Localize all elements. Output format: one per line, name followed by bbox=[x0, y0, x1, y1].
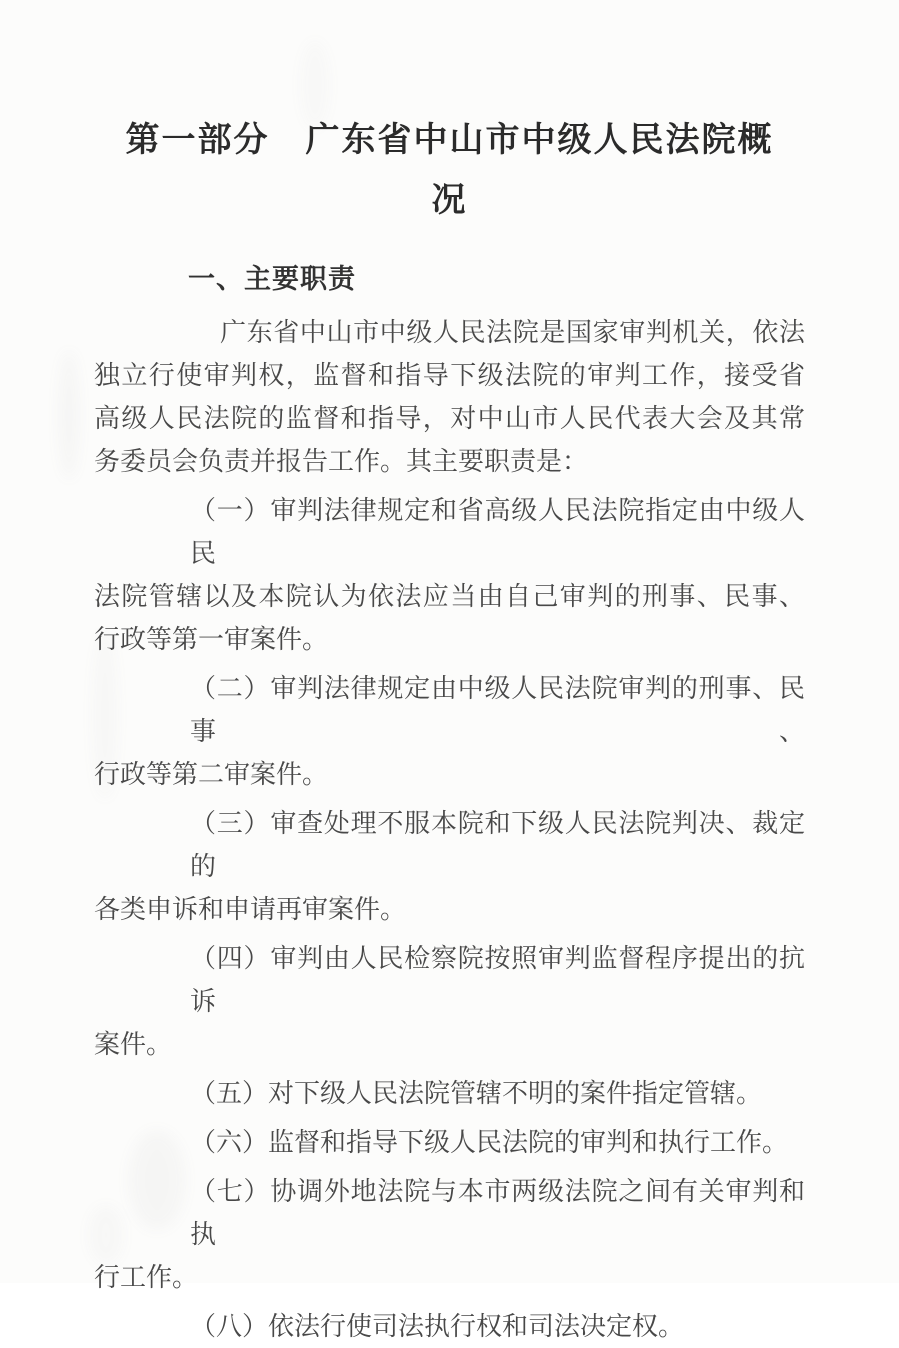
text-line: （八）依法行使司法执行权和司法决定权。 bbox=[190, 1312, 685, 1341]
title-line-2: 况 bbox=[431, 181, 468, 219]
text-line: （一）审判法律规定和省高级人民法院指定由中级人民 bbox=[190, 496, 805, 568]
text-line: 行政等第一审案件。 bbox=[94, 625, 329, 654]
duty-item-paragraph bbox=[94, 1072, 805, 1115]
text-line: （三）审查处理不服本院和下级人民法院判决、裁定的 bbox=[190, 809, 805, 881]
document-title bbox=[0, 0, 899, 230]
text-line: （四）审判由人民检察院按照审判监督程序提出的抗诉 bbox=[190, 944, 805, 1016]
duty-item-paragraph bbox=[94, 489, 805, 661]
text-line: 法院管辖以及本院认为依法应当由自己审判的刑事、民事、 bbox=[94, 582, 805, 611]
text-line: 行工作。 bbox=[94, 1263, 199, 1292]
section-heading: 一、主要职责 bbox=[188, 264, 356, 294]
text-line: （二）审判法律规定由中级人民法院审判的刑事、民事、 bbox=[190, 674, 805, 746]
text-line: 广东省中山市中级人民法院是国家审判机关，依法 bbox=[220, 318, 805, 347]
text-line: （五）对下级人民法院管辖不明的案件指定管辖。 bbox=[190, 1079, 763, 1108]
document-body bbox=[0, 311, 899, 1348]
intro-paragraph bbox=[94, 311, 805, 483]
text-line: （六）监督和指导下级人民法院的审判和执行工作。 bbox=[190, 1128, 789, 1157]
text-line: 行政等第二审案件。 bbox=[94, 760, 329, 789]
text-line: 务委员会负责并报告工作。其主要职责是： bbox=[94, 447, 589, 476]
duty-item-paragraph bbox=[94, 937, 805, 1066]
duty-item-paragraph bbox=[94, 1170, 805, 1299]
duty-item-paragraph bbox=[94, 1121, 805, 1164]
text-line: 案件。 bbox=[94, 1030, 173, 1059]
title-line-1: 第一部分 广东省中山市中级人民法院概 bbox=[125, 121, 774, 159]
text-line: （七）协调外地法院与本市两级法院之间有关审判和执 bbox=[190, 1177, 805, 1249]
duty-item-paragraph bbox=[94, 667, 805, 796]
duty-item-paragraph bbox=[94, 802, 805, 931]
text-line: 各类申诉和申请再审案件。 bbox=[94, 895, 407, 924]
duty-item-paragraph bbox=[94, 1305, 805, 1348]
text-line: 高级人民法院的监督和指导，对中山市人民代表大会及其常 bbox=[94, 404, 805, 433]
text-line: 独立行使审判权，监督和指导下级法院的审判工作，接受省 bbox=[94, 361, 805, 390]
